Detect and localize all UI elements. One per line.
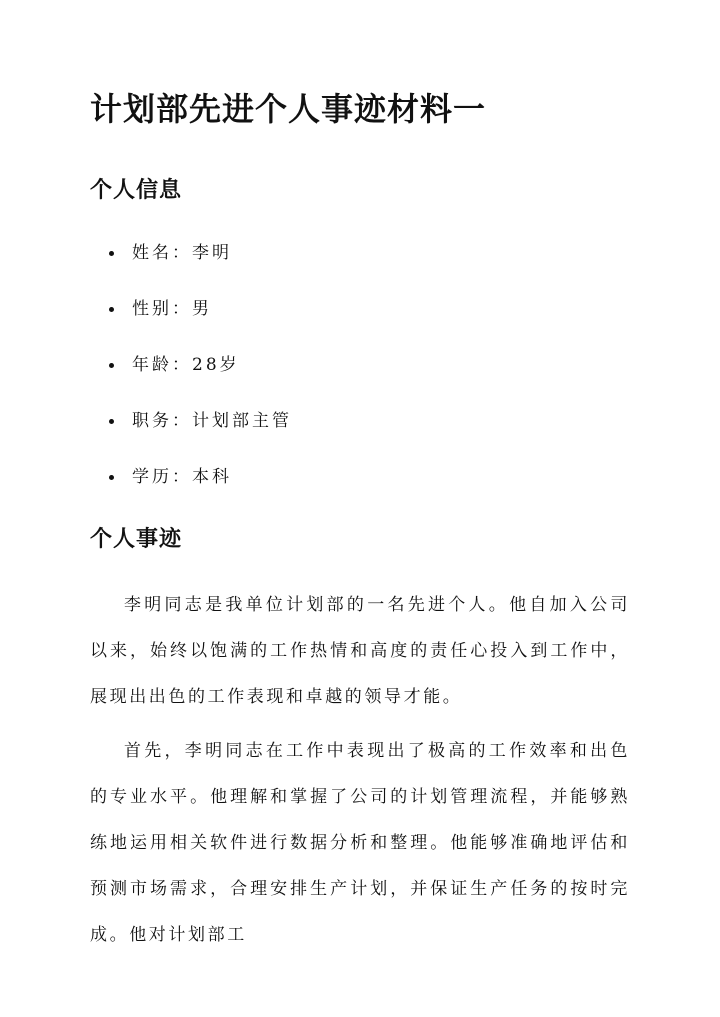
info-label: 姓名： [132,243,192,263]
bullet-icon [109,251,114,256]
section-heading-personal-deeds: 个人事迹 [90,526,183,552]
info-label: 学历： [132,467,192,487]
list-item-gender [90,294,292,350]
info-value: 计划部主管 [192,411,292,431]
info-value: 28岁 [192,355,240,375]
info-label: 性别： [132,299,192,319]
list-item-name [90,238,292,294]
list-item-education [90,462,292,518]
bullet-icon [109,419,114,424]
bullet-icon [109,475,114,480]
bullet-icon [109,363,114,368]
info-value: 李明 [192,243,232,263]
bullet-icon [109,307,114,312]
deeds-paragraph: 首先，李明同志在工作中表现出了极高的工作效率和出色的专业水平。他理解和掌握了公司的计划管理流程，并能够熟练地运用相关软件进行数据分析和整理。他能够准确地评估和预测市场需求，合理安排生产计划，并保证生产任务的按时完成。他对计划部工 [90,741,630,945]
list-item-position [90,406,292,462]
list-item-age [90,350,292,406]
info-label: 职务： [132,411,192,431]
section-heading-personal-info: 个人信息 [90,177,183,203]
info-value: 本科 [192,467,232,487]
deeds-paragraph: 李明同志是我单位计划部的一名先进个人。他自加入公司以来，始终以饱满的工作热情和高度的责任心投入到工作中，展现出出色的工作表现和卓越的领导才能。 [90,595,630,707]
info-label: 年龄： [132,355,192,375]
personal-info-list [90,238,292,518]
document-title: 计划部先进个人事迹材料一 [90,90,487,128]
info-value: 男 [192,299,212,319]
